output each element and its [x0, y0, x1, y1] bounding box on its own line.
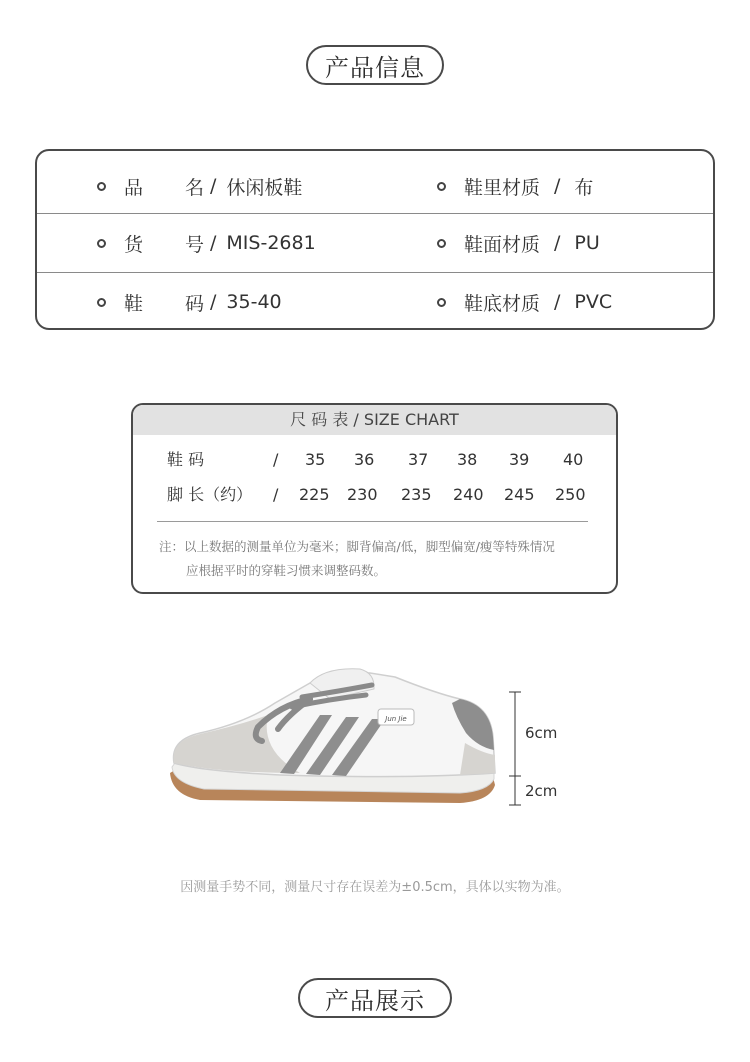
- info-label: 货 号: [124, 233, 204, 256]
- info-cell-upper: [437, 214, 600, 272]
- bullet-icon: [97, 298, 106, 307]
- info-label: 鞋面材质: [464, 233, 541, 256]
- separator: /: [554, 291, 561, 313]
- separator: /: [210, 291, 217, 313]
- info-label: 鞋 码: [124, 292, 204, 315]
- separator: /: [273, 485, 279, 504]
- size-row-label: 脚 长（约）: [167, 485, 253, 504]
- info-cell-item-no: [97, 214, 316, 272]
- info-cell-name: [97, 157, 302, 215]
- section-title-display: 产品展示: [298, 978, 452, 1018]
- size-cell: 225: [299, 485, 330, 504]
- bullet-icon: [437, 298, 446, 307]
- info-value: MIS-2681: [226, 232, 316, 254]
- separator: /: [554, 175, 561, 197]
- separator: /: [210, 175, 217, 197]
- size-cell: 250: [555, 485, 586, 504]
- info-value: PVC: [574, 291, 613, 313]
- info-value: 35-40: [226, 291, 282, 313]
- info-label: 品 名: [124, 176, 204, 199]
- size-cell: 38: [457, 450, 478, 469]
- info-value: 休闲板鞋: [226, 176, 303, 199]
- measurement-disclaimer: 因测量手势不同，测量尺寸存在误差为±0.5cm，具体以实物为准。: [180, 880, 570, 895]
- upper-height-label: 6cm: [525, 724, 558, 742]
- sole-height-label: 2cm: [525, 782, 558, 800]
- size-row-label: 鞋 码: [167, 450, 205, 469]
- info-cell-sole: [437, 273, 612, 330]
- separator: /: [554, 232, 561, 254]
- size-cell: 40: [563, 450, 584, 469]
- size-note: [159, 535, 599, 583]
- sneaker-illustration: [160, 655, 510, 825]
- size-cell: 235: [401, 485, 432, 504]
- info-value: PU: [574, 232, 600, 254]
- info-row: [37, 157, 713, 217]
- size-row-foot-length: [133, 480, 616, 510]
- bullet-icon: [437, 239, 446, 248]
- size-note-line1: 注：以上数据的测量单位为毫米；脚背偏高/低，脚型偏宽/瘦等特殊情况: [159, 539, 555, 554]
- size-cell: 245: [504, 485, 535, 504]
- divider: [157, 521, 588, 522]
- info-cell-size: [97, 273, 282, 330]
- info-value: 布: [574, 176, 594, 199]
- product-info-table: [35, 149, 715, 330]
- bullet-icon: [97, 239, 106, 248]
- info-label: 鞋底材质: [464, 292, 541, 315]
- size-cell: 240: [453, 485, 484, 504]
- size-cell: 37: [408, 450, 429, 469]
- size-cell: 35: [305, 450, 326, 469]
- shoe-image: [160, 655, 510, 825]
- info-cell-lining: [437, 157, 593, 215]
- separator: /: [273, 450, 279, 469]
- size-cell: 39: [509, 450, 530, 469]
- section-title-info: 产品信息: [306, 45, 444, 85]
- shoe-brand-text: Jun Jie: [385, 715, 407, 723]
- size-cell: 36: [354, 450, 375, 469]
- info-row: [37, 213, 713, 273]
- size-row-shoe-size: [133, 445, 616, 475]
- size-chart: [131, 403, 618, 594]
- bullet-icon: [437, 182, 446, 191]
- size-cell: 230: [347, 485, 378, 504]
- size-chart-title: 尺 码 表 / SIZE CHART: [133, 405, 616, 435]
- bullet-icon: [97, 182, 106, 191]
- info-row: [37, 272, 713, 330]
- separator: /: [210, 232, 217, 254]
- size-note-line2: 应根据平时的穿鞋习惯来调整码数。: [186, 563, 387, 578]
- info-label: 鞋里材质: [464, 176, 541, 199]
